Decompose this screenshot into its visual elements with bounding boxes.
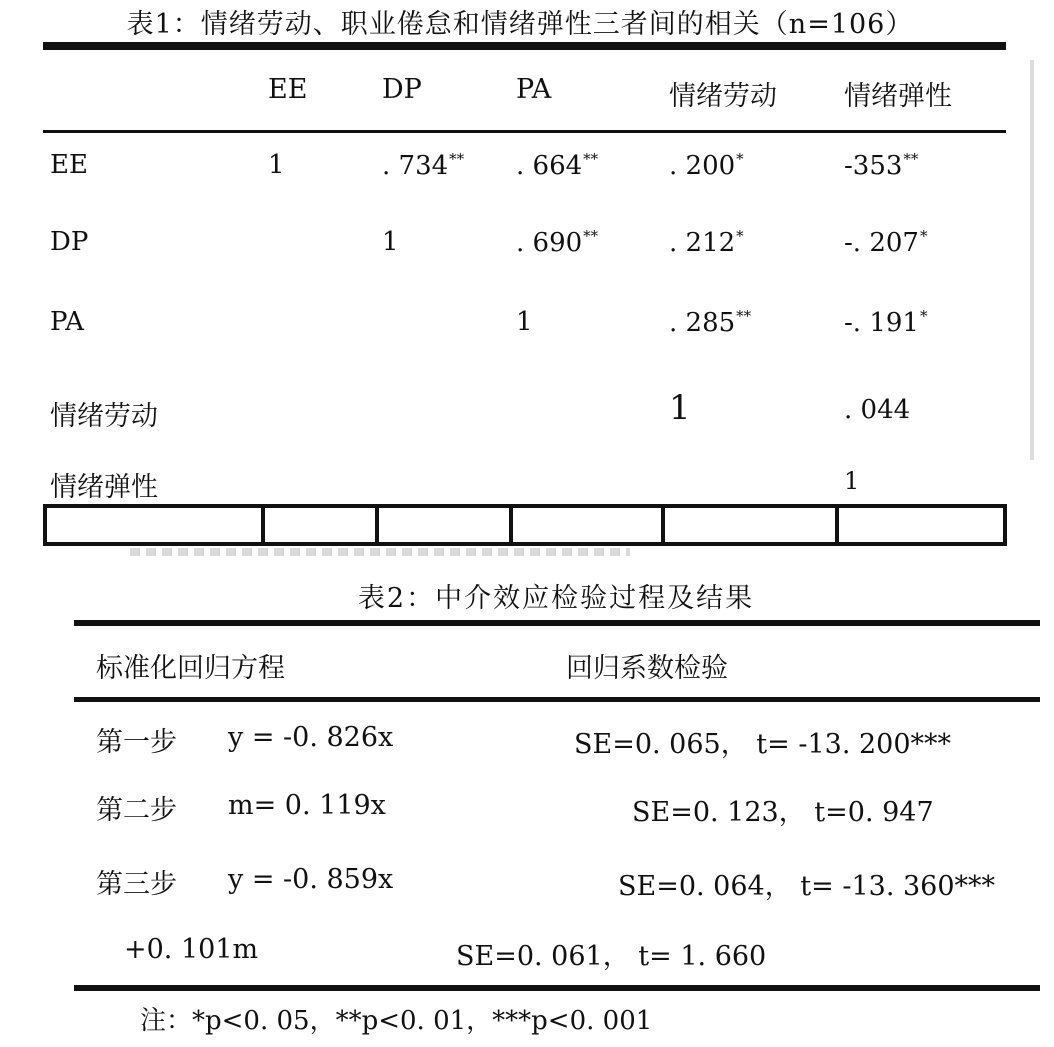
table2-test: SE=0. 064， t= -13. 360*** <box>618 871 996 902</box>
table1-header-rule <box>43 130 1006 133</box>
significance-note: 注：*p<0. 05，**p<0. 01，***p<0. 001 <box>140 1006 653 1036</box>
table2-top-rule <box>74 620 1040 626</box>
table1-empty-boxed-row <box>43 504 1007 546</box>
table2-equation: m= 0. 119x <box>228 790 386 821</box>
faded-text-artifact <box>130 548 630 556</box>
table1-cell: . 734** <box>382 150 465 181</box>
table1-cell: 1 <box>669 388 691 428</box>
table1-empty-cell <box>665 508 839 542</box>
table1-empty-cell <box>379 508 513 542</box>
table1-row-label: EE <box>50 150 88 180</box>
table1-cell: -. 191* <box>844 307 928 338</box>
table1-cell: . 200* <box>669 150 744 181</box>
table2-step-label: 第二步 <box>96 795 177 826</box>
table1-row-label: PA <box>50 307 84 337</box>
table2-test: SE=0. 061， t= 1. 660 <box>456 941 767 972</box>
table1-top-rule <box>43 42 1006 50</box>
table1-cell: . 690** <box>516 227 599 258</box>
table2-title: 表2：中介效应检验过程及结果 <box>357 583 755 614</box>
table2-bottom-rule <box>74 985 1040 991</box>
page-edge-mark <box>1030 60 1034 460</box>
table2-equation: +0. 101m <box>124 934 259 965</box>
table1-cell: . 285** <box>669 307 752 338</box>
table1-cell: 1 <box>382 227 399 257</box>
table2-header-equation: 标准化回归方程 <box>96 653 285 684</box>
table1-cell: . 664** <box>516 150 599 181</box>
table1-header-emotional-labor: 情绪劳动 <box>669 81 777 112</box>
table2-header-rule <box>74 697 1040 702</box>
table1-cell: 1 <box>844 467 860 495</box>
table1-cell: -353** <box>844 150 919 181</box>
table1-row-label: DP <box>50 227 89 257</box>
table2-step-label: 第三步 <box>96 869 177 900</box>
table1-header-pa: PA <box>516 74 552 105</box>
table1-header-resilience: 情绪弹性 <box>844 81 952 112</box>
table2-equation: y = -0. 826x <box>228 722 394 753</box>
table1-cell: . 044 <box>844 395 911 425</box>
table2-header-test: 回归系数检验 <box>566 653 728 684</box>
table2-test: SE=0. 065， t= -13. 200*** <box>574 729 952 760</box>
table1-empty-cell <box>513 508 665 542</box>
table1-row-label: 情绪弹性 <box>50 472 158 503</box>
table1-header-ee: EE <box>268 74 308 105</box>
table2-step-label: 第一步 <box>96 727 177 758</box>
table2-equation: y = -0. 859x <box>228 864 394 895</box>
table1-header-dp: DP <box>382 74 422 105</box>
table1-empty-cell <box>265 508 379 542</box>
table1-cell: 1 <box>516 307 533 337</box>
table1-cell: -. 207* <box>844 227 928 258</box>
table1-row-label: 情绪劳动 <box>50 401 158 432</box>
table1-title: 表1：情绪劳动、职业倦怠和情绪弹性三者间的相关（n=106） <box>126 9 914 40</box>
table1-empty-cell <box>47 508 265 542</box>
table2-test: SE=0. 123， t=0. 947 <box>632 797 934 828</box>
table1-cell: 1 <box>268 150 285 180</box>
table1-cell: . 212* <box>669 227 744 258</box>
